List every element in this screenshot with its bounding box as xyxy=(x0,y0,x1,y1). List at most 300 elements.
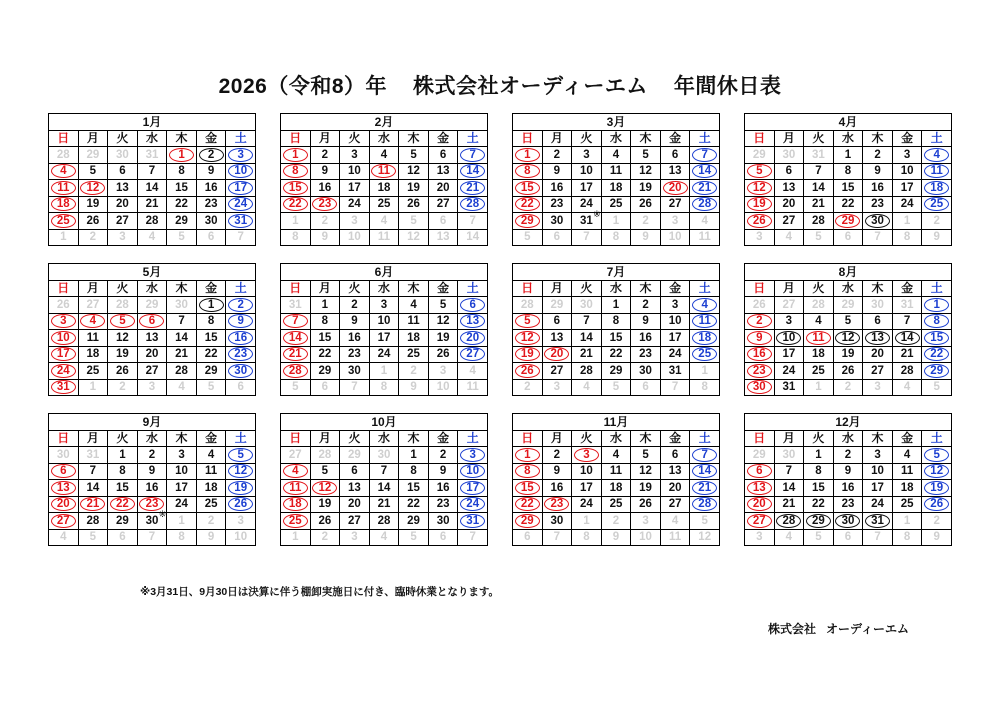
holiday-circled-day: 28 xyxy=(460,197,485,211)
date-cell xyxy=(775,314,805,331)
day-number: 29 xyxy=(204,364,218,377)
adjacent-month-date-cell xyxy=(370,213,400,230)
weekday-header-saturday: 土 xyxy=(922,131,952,148)
day-number: 6 xyxy=(642,381,649,394)
day-number: 14 xyxy=(145,181,159,194)
date-cell xyxy=(370,147,400,164)
holiday-circled-day: 22 xyxy=(283,197,308,211)
date-cell xyxy=(602,347,632,364)
weekday-header-sunday: 日 xyxy=(49,131,79,148)
adjacent-month-date-cell xyxy=(429,530,459,547)
holiday-circled-day: 28 xyxy=(692,197,717,211)
date-cell xyxy=(226,464,256,481)
date-cell xyxy=(138,347,168,364)
adjacent-month-date-cell xyxy=(893,530,923,547)
weekday-header: 木 xyxy=(167,281,197,298)
adjacent-month-date-cell xyxy=(690,213,720,230)
weekday-header-sunday: 日 xyxy=(49,431,79,448)
day-number: 29 xyxy=(348,448,361,461)
company-signature xyxy=(768,620,909,637)
weekday-header-sunday: 日 xyxy=(513,131,543,148)
day-number: 9 xyxy=(933,531,940,544)
date-cell xyxy=(690,464,720,481)
date-cell xyxy=(543,197,573,214)
date-cell xyxy=(429,513,459,530)
date-cell xyxy=(399,513,429,530)
date-cell xyxy=(661,447,691,464)
day-number: 25 xyxy=(377,198,391,211)
day-number: 5 xyxy=(815,531,822,544)
date-cell xyxy=(197,197,227,214)
day-number: 8 xyxy=(701,381,708,394)
weekday-header: 金 xyxy=(197,281,227,298)
weekday-header: 木 xyxy=(167,131,197,148)
date-cell xyxy=(108,197,138,214)
date-cell xyxy=(745,363,775,380)
adjacent-month-date-cell xyxy=(513,297,543,314)
month-label: 6月 xyxy=(281,264,488,281)
adjacent-month-date-cell xyxy=(745,447,775,464)
day-number: 5 xyxy=(933,381,940,394)
date-cell xyxy=(804,330,834,347)
weekday-header: 水 xyxy=(602,131,632,148)
day-number: 9 xyxy=(410,381,417,394)
day-number: 1 xyxy=(903,214,911,227)
day-number: 11 xyxy=(377,231,391,244)
day-number: 8 xyxy=(612,231,620,244)
day-number: 20 xyxy=(145,348,159,361)
weekday-header-saturday: 土 xyxy=(458,431,488,448)
date-cell xyxy=(745,497,775,514)
day-number: 17 xyxy=(580,181,593,194)
day-number: 7 xyxy=(469,214,476,227)
holiday-circled-day: 5 xyxy=(515,314,540,328)
day-number: 16 xyxy=(436,481,450,494)
date-cell xyxy=(197,297,227,314)
date-cell xyxy=(631,297,661,314)
day-number: 1 xyxy=(89,381,97,394)
date-cell xyxy=(429,330,459,347)
date-cell xyxy=(458,347,488,364)
adjacent-month-date-cell xyxy=(399,230,429,247)
date-cell xyxy=(281,480,311,497)
day-number: 20 xyxy=(436,181,450,194)
day-number: 15 xyxy=(204,331,218,344)
date-cell xyxy=(775,380,805,397)
date-cell xyxy=(572,447,602,464)
day-number: 6 xyxy=(237,381,244,394)
holiday-circled-day: 8 xyxy=(515,164,540,178)
adjacent-month-date-cell xyxy=(893,213,923,230)
adjacent-month-date-cell xyxy=(138,297,168,314)
date-cell xyxy=(834,447,864,464)
day-number: 11 xyxy=(466,381,479,394)
date-cell xyxy=(429,480,459,497)
day-number: 13 xyxy=(782,181,796,194)
day-number: 20 xyxy=(668,481,682,494)
date-cell xyxy=(661,497,691,514)
holiday-circled-day: 30 xyxy=(865,214,890,228)
holiday-circled-day: 3 xyxy=(51,314,76,328)
adjacent-month-date-cell xyxy=(281,230,311,247)
holiday-circled-day: 7 xyxy=(692,448,717,462)
weekday-header-sunday: 日 xyxy=(745,281,775,298)
day-number: 26 xyxy=(86,214,100,227)
date-cell xyxy=(775,197,805,214)
day-number: 8 xyxy=(207,315,215,328)
day-number: 3 xyxy=(874,381,881,394)
day-number: 16 xyxy=(871,181,884,194)
day-number: 8 xyxy=(583,531,590,544)
day-number: 9 xyxy=(553,465,561,478)
date-cell xyxy=(108,464,138,481)
adjacent-month-date-cell xyxy=(631,230,661,247)
day-number: 1 xyxy=(178,514,185,527)
holiday-circled-day: 1 xyxy=(515,448,540,462)
date-cell xyxy=(399,480,429,497)
date-cell xyxy=(340,330,370,347)
day-number: 26 xyxy=(639,198,652,211)
date-cell xyxy=(340,197,370,214)
holiday-circled-day: 24 xyxy=(228,197,253,211)
day-number: 6 xyxy=(321,381,329,394)
date-cell xyxy=(49,497,79,514)
day-number: 4 xyxy=(671,514,679,527)
adjacent-month-date-cell xyxy=(690,380,720,397)
date-cell xyxy=(631,330,661,347)
day-number: 2 xyxy=(844,448,852,461)
date-cell xyxy=(167,447,197,464)
date-cell xyxy=(226,147,256,164)
day-number: 1 xyxy=(410,448,417,461)
adjacent-month-date-cell xyxy=(138,530,168,547)
holiday-circled-day: 17 xyxy=(228,181,253,195)
day-number: 3 xyxy=(351,531,358,544)
date-cell xyxy=(79,513,109,530)
holiday-circled-day: 8 xyxy=(283,164,308,178)
date-cell xyxy=(745,213,775,230)
date-cell xyxy=(108,347,138,364)
day-number: 30 xyxy=(639,364,652,377)
date-cell xyxy=(458,464,488,481)
date-cell xyxy=(79,347,109,364)
adjacent-month-date-cell xyxy=(197,530,227,547)
adjacent-month-date-cell xyxy=(399,380,429,397)
day-number: 2 xyxy=(148,448,156,461)
adjacent-month-date-cell xyxy=(745,530,775,547)
date-cell xyxy=(804,513,834,530)
adjacent-month-date-cell xyxy=(804,297,834,314)
date-cell xyxy=(108,363,138,380)
day-number: 8 xyxy=(380,381,388,394)
date-cell xyxy=(49,330,79,347)
adjacent-month-date-cell xyxy=(513,230,543,247)
date-cell xyxy=(138,330,168,347)
day-number: 2 xyxy=(89,231,97,244)
adjacent-month-date-cell xyxy=(399,530,429,547)
day-number: 10 xyxy=(348,165,361,178)
title-company: 株式会社オーディーエム xyxy=(413,75,648,98)
date-cell xyxy=(661,197,691,214)
weekday-header: 水 xyxy=(602,431,632,448)
date-cell xyxy=(311,314,341,331)
day-number: 3 xyxy=(553,381,561,394)
adjacent-month-date-cell xyxy=(226,513,256,530)
day-number: 31 xyxy=(668,364,682,377)
adjacent-month-date-cell xyxy=(922,230,952,247)
page-title xyxy=(0,70,1000,100)
day-number: 10 xyxy=(348,231,361,244)
day-number: 16 xyxy=(204,181,218,194)
day-number: 9 xyxy=(933,231,940,244)
adjacent-month-date-cell xyxy=(108,147,138,164)
date-cell xyxy=(79,497,109,514)
day-number: 28 xyxy=(377,514,391,527)
weekday-header: 火 xyxy=(572,131,602,148)
date-cell xyxy=(834,497,864,514)
adjacent-month-date-cell xyxy=(311,530,341,547)
day-number: 20 xyxy=(871,348,884,361)
month-label: 5月 xyxy=(49,264,256,281)
date-cell xyxy=(138,197,168,214)
month-label: 4月 xyxy=(745,114,952,131)
weekday-header: 月 xyxy=(311,131,341,148)
adjacent-month-date-cell xyxy=(834,380,864,397)
date-cell xyxy=(572,164,602,181)
adjacent-month-date-cell xyxy=(804,380,834,397)
day-number: 24 xyxy=(871,498,884,511)
holiday-circled-day: 5 xyxy=(747,164,772,178)
date-cell xyxy=(543,513,573,530)
holiday-circled-day: 11 xyxy=(692,314,717,328)
adjacent-month-date-cell xyxy=(281,380,311,397)
day-number: 11 xyxy=(669,531,682,544)
date-cell xyxy=(543,497,573,514)
day-number: 30 xyxy=(436,514,450,527)
adjacent-month-date-cell xyxy=(863,297,893,314)
date-cell xyxy=(226,197,256,214)
adjacent-month-date-cell xyxy=(543,297,573,314)
day-number: 2 xyxy=(933,214,940,227)
month-calendar xyxy=(280,413,488,546)
day-number: 2 xyxy=(351,298,358,311)
holiday-circled-day: 23 xyxy=(139,497,164,511)
date-cell xyxy=(79,314,109,331)
day-number: 27 xyxy=(871,364,884,377)
weekday-header: 木 xyxy=(631,131,661,148)
holiday-circled-day: 21 xyxy=(692,481,717,495)
adjacent-month-date-cell xyxy=(167,230,197,247)
holiday-circled-day: 30 xyxy=(835,514,860,528)
day-number: 15 xyxy=(841,181,855,194)
day-number: 19 xyxy=(86,198,100,211)
date-cell xyxy=(863,213,893,230)
date-cell xyxy=(311,347,341,364)
adjacent-month-date-cell xyxy=(543,380,573,397)
day-number: 31 xyxy=(900,298,914,311)
date-cell xyxy=(370,497,400,514)
date-cell xyxy=(893,164,923,181)
day-number: 12 xyxy=(436,315,450,328)
day-number: 3 xyxy=(785,315,793,328)
day-number: 2 xyxy=(642,298,649,311)
day-number: 19 xyxy=(436,331,450,344)
day-number: 5 xyxy=(89,531,97,544)
day-number: 3 xyxy=(237,514,244,527)
day-number: 24 xyxy=(900,198,914,211)
date-cell xyxy=(340,497,370,514)
weekday-header: 水 xyxy=(138,131,168,148)
holiday-circled-day: 11 xyxy=(283,481,308,495)
date-cell xyxy=(863,347,893,364)
day-number: 5 xyxy=(292,381,299,394)
date-cell xyxy=(197,347,227,364)
date-cell xyxy=(834,480,864,497)
date-cell xyxy=(281,197,311,214)
holiday-circled-day: 4 xyxy=(51,164,76,178)
adjacent-month-date-cell xyxy=(311,230,341,247)
date-cell xyxy=(167,314,197,331)
date-cell xyxy=(458,447,488,464)
holiday-circled-day: 4 xyxy=(80,314,105,328)
date-cell xyxy=(922,480,952,497)
weekday-header: 金 xyxy=(429,131,459,148)
adjacent-month-date-cell xyxy=(399,363,429,380)
weekday-header: 金 xyxy=(197,131,227,148)
day-number: 29 xyxy=(550,298,564,311)
date-cell xyxy=(863,513,893,530)
date-cell xyxy=(458,480,488,497)
holiday-circled-day: 14 xyxy=(283,331,308,345)
date-cell xyxy=(167,164,197,181)
date-cell xyxy=(572,314,602,331)
day-number: 29 xyxy=(318,364,332,377)
date-cell xyxy=(370,180,400,197)
holiday-circled-day: 29 xyxy=(515,514,540,528)
day-number: 27 xyxy=(288,448,302,461)
adjacent-month-date-cell xyxy=(661,380,691,397)
date-cell xyxy=(690,164,720,181)
month-calendar xyxy=(512,263,720,396)
day-number: 11 xyxy=(609,165,623,178)
day-number: 10 xyxy=(580,465,593,478)
date-cell xyxy=(834,347,864,364)
holiday-circled-day: 25 xyxy=(51,214,76,228)
annual-holiday-calendar xyxy=(48,113,952,546)
holiday-circled-day: 1 xyxy=(283,148,308,162)
day-number: 13 xyxy=(668,165,682,178)
adjacent-month-date-cell xyxy=(167,513,197,530)
date-cell xyxy=(690,497,720,514)
weekday-header-sunday: 日 xyxy=(281,131,311,148)
month-label: 1月 xyxy=(49,114,256,131)
adjacent-month-date-cell xyxy=(543,230,573,247)
date-cell xyxy=(370,197,400,214)
day-number: 2 xyxy=(321,214,329,227)
day-number: 2 xyxy=(612,514,620,527)
holiday-circled-day: 10 xyxy=(228,164,253,178)
date-cell xyxy=(108,314,138,331)
day-number: 6 xyxy=(524,531,531,544)
day-number: 5 xyxy=(815,231,822,244)
day-number: 23 xyxy=(841,498,855,511)
day-number: 2 xyxy=(933,514,940,527)
date-cell xyxy=(775,180,805,197)
holiday-circled-day: 24 xyxy=(460,497,485,511)
date-cell xyxy=(458,297,488,314)
day-number: 10 xyxy=(436,381,450,394)
day-number: 3 xyxy=(874,448,881,461)
date-cell xyxy=(311,180,341,197)
adjacent-month-date-cell xyxy=(513,380,543,397)
date-cell xyxy=(49,180,79,197)
date-cell xyxy=(893,147,923,164)
date-cell xyxy=(804,363,834,380)
date-cell xyxy=(572,363,602,380)
adjacent-month-date-cell xyxy=(167,530,197,547)
title-year: 2026（令和8）年 xyxy=(218,75,388,98)
date-cell xyxy=(399,330,429,347)
adjacent-month-date-cell xyxy=(893,297,923,314)
date-cell xyxy=(458,164,488,181)
date-cell xyxy=(690,297,720,314)
date-cell xyxy=(922,363,952,380)
holiday-circled-day: 26 xyxy=(515,364,540,378)
weekday-header: 金 xyxy=(661,131,691,148)
adjacent-month-date-cell xyxy=(370,447,400,464)
holiday-circled-day: 6 xyxy=(139,314,164,328)
date-cell xyxy=(804,497,834,514)
date-cell xyxy=(775,480,805,497)
holiday-circled-day: 13 xyxy=(865,331,890,345)
weekday-header: 火 xyxy=(340,281,370,298)
date-cell xyxy=(281,314,311,331)
adjacent-month-date-cell xyxy=(370,363,400,380)
weekday-header: 金 xyxy=(429,281,459,298)
day-number: 8 xyxy=(844,165,852,178)
adjacent-month-date-cell xyxy=(922,213,952,230)
adjacent-month-date-cell xyxy=(893,380,923,397)
day-number: 28 xyxy=(520,298,534,311)
holiday-circled-day: 11 xyxy=(806,331,831,345)
weekday-header: 月 xyxy=(775,431,805,448)
day-number: 18 xyxy=(407,331,420,344)
holiday-circled-day: 18 xyxy=(51,197,76,211)
holiday-circled-day: 13 xyxy=(747,481,772,495)
date-cell xyxy=(572,480,602,497)
day-number: 8 xyxy=(903,231,911,244)
date-cell xyxy=(281,497,311,514)
holiday-circled-day: 12 xyxy=(312,481,337,495)
date-cell xyxy=(458,180,488,197)
date-cell xyxy=(745,480,775,497)
holiday-circled-day: 31 xyxy=(460,514,485,528)
month-calendar xyxy=(48,113,256,246)
date-cell xyxy=(922,497,952,514)
day-number: 5 xyxy=(439,298,447,311)
date-cell xyxy=(108,330,138,347)
date-cell xyxy=(745,380,775,397)
adjacent-month-date-cell xyxy=(429,380,459,397)
date-cell xyxy=(281,330,311,347)
date-cell xyxy=(661,330,691,347)
day-number: 2 xyxy=(321,531,329,544)
date-cell xyxy=(429,497,459,514)
date-cell xyxy=(834,464,864,481)
day-number: 6 xyxy=(207,231,215,244)
adjacent-month-date-cell xyxy=(690,363,720,380)
date-cell xyxy=(399,297,429,314)
